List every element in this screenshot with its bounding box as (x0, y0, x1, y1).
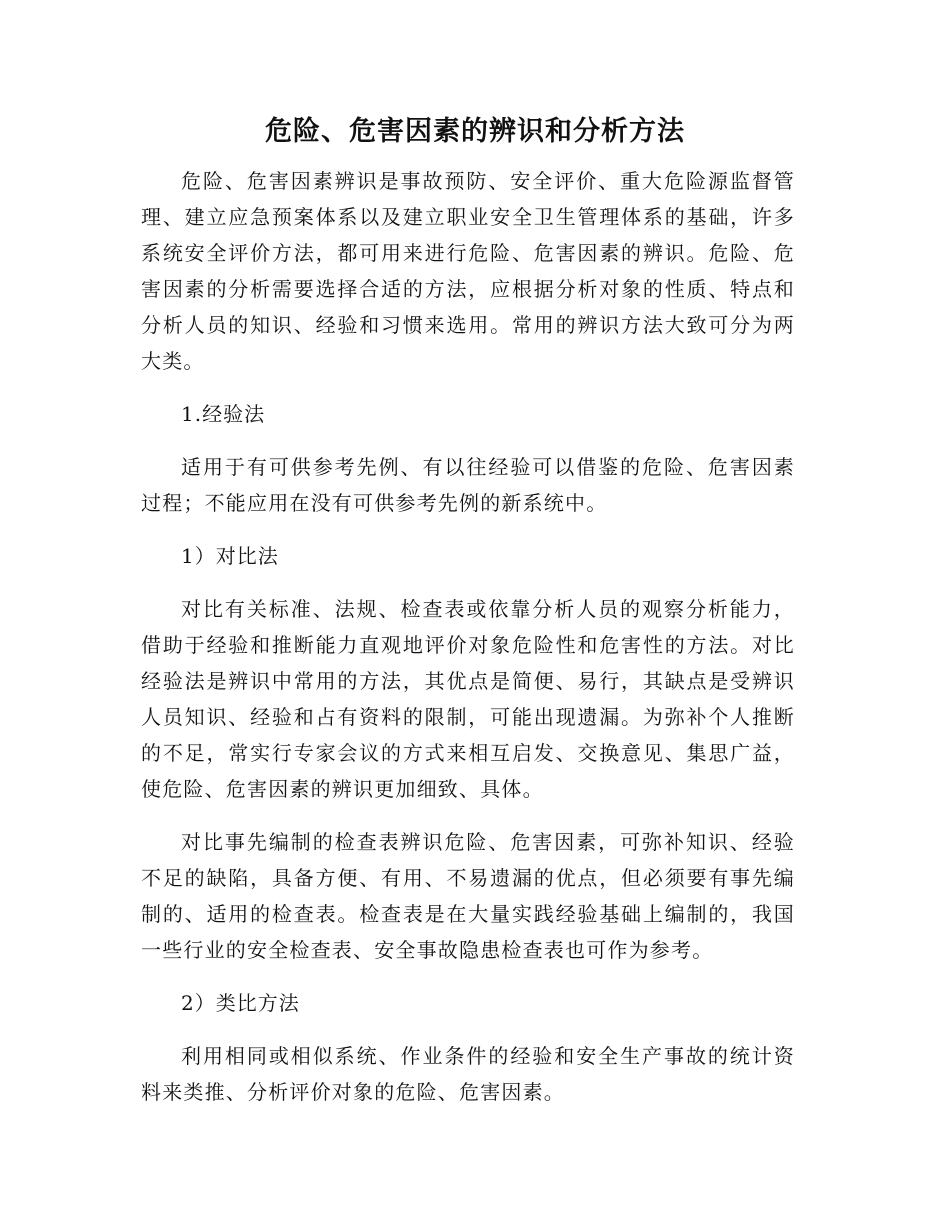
analogy-method-paragraph: 利用相同或相似系统、作业条件的经验和安全生产事故的统计资料来类推、分析评价对象的危险、危害因素。 (141, 1044, 795, 1104)
experience-method-paragraph: 适用于有可供参考先例、有以往经验可以借鉴的危险、危害因素过程；不能应用在没有可供参考先例的新系统中。 (141, 455, 795, 515)
section-heading-experience-method: 1.经验法 (181, 402, 266, 426)
comparison-method-paragraph-2: 对比事先编制的检查表辨识危险、危害因素，可弥补知识、经验不足的缺陷，具备方便、有用、不易遗漏的优点，但必须要有事先编制的、适用的检查表。检查表是在大量实践经验基础上编制的，我国一些行业的安全检查表、安全事故隐患检查表也可作为参考。 (141, 830, 795, 962)
intro-paragraph: 危险、危害因素辨识是事故预防、安全评价、重大危险源监督管理、建立应急预案体系以及建立职业安全卫生管理体系的基础，许多系统安全评价方法，都可用来进行危险、危害因素的辨识。危险、危害因素的分析需要选择合适的方法，应根据分析对象的性质、特点和分析人员的知识、经验和习惯来选用。常用的辨识方法大致可分为两大类。 (141, 169, 795, 373)
document-title: 危险、危害因素的辨识和分析方法 (265, 116, 685, 147)
document-body (141, 163, 795, 1127)
subsection-heading-comparison-method: 1）对比法 (181, 544, 279, 568)
comparison-method-paragraph-1: 对比有关标准、法规、检查表或依靠分析人员的观察分析能力，借助于经验和推断能力直观地评价对象危险性和危害性的方法。对比经验法是辨识中常用的方法，其优点是简便、易行，其缺点是受辨识人员知识、经验和占有资料的限制，可能出现遗漏。为弥补个人推断的不足，常实行专家会议的方式来相互启发、交换意见、集思广益，使危险、危害因素的辨识更加细致、具体。 (141, 597, 795, 801)
subsection-heading-analogy-method: 2）类比方法 (181, 991, 300, 1015)
